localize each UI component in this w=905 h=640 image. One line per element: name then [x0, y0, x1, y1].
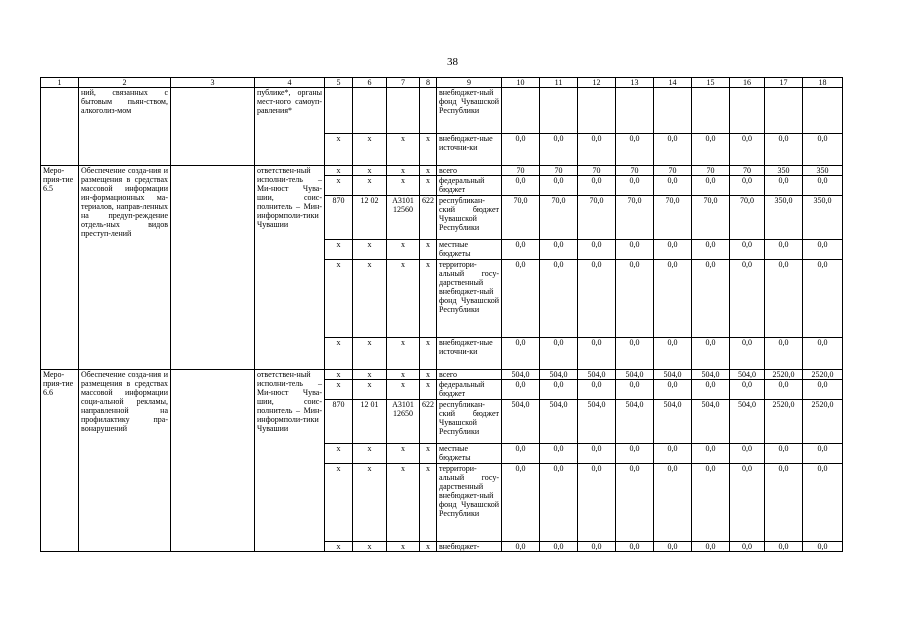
- column-header: 9: [437, 78, 502, 88]
- amount-value: 0,0: [502, 338, 540, 370]
- code-grbs: 870: [325, 400, 353, 444]
- code-target: x: [387, 542, 420, 552]
- column-header: 4: [255, 78, 325, 88]
- amount-value: 0,0: [654, 542, 692, 552]
- code-target: x: [387, 176, 420, 196]
- amount-value: 0,0: [654, 444, 692, 464]
- amount-value: 0,0: [803, 134, 843, 166]
- code-grbs: x: [325, 380, 353, 400]
- amount-value: 0,0: [502, 260, 540, 338]
- amount-value: 70: [578, 166, 616, 176]
- amount-value: 0,0: [730, 338, 765, 370]
- amount-value: 504,0: [730, 400, 765, 444]
- column-header: 6: [353, 78, 387, 88]
- amount-value: 70,0: [616, 196, 654, 240]
- funding-source: внебюджет-ные источни-ки: [437, 338, 502, 370]
- funding-source: всего: [437, 370, 502, 380]
- code-section: x: [353, 338, 387, 370]
- amount-value: 504,0: [616, 400, 654, 444]
- amount-value: 0,0: [654, 240, 692, 260]
- empty-cell: [171, 370, 255, 552]
- code-section: x: [353, 370, 387, 380]
- code-section: x: [353, 380, 387, 400]
- amount-value: 0,0: [540, 338, 578, 370]
- column-header: 12: [578, 78, 616, 88]
- amount-value: 70,0: [540, 196, 578, 240]
- amount-value: 0,0: [540, 260, 578, 338]
- code-target: x: [387, 370, 420, 380]
- amount-value: 0,0: [540, 444, 578, 464]
- amount-value: 0,0: [730, 134, 765, 166]
- amount-value: 0,0: [803, 176, 843, 196]
- amount-value: 0,0: [803, 464, 843, 542]
- amount-value: [730, 88, 765, 134]
- code-target: x: [387, 240, 420, 260]
- code-expense: x: [420, 240, 437, 260]
- column-header: 14: [654, 78, 692, 88]
- amount-value: 70,0: [654, 196, 692, 240]
- code-section: 12 02: [353, 196, 387, 240]
- amount-value: 0,0: [692, 444, 730, 464]
- measure-6-6-row: [41, 370, 843, 380]
- amount-value: 70,0: [502, 196, 540, 240]
- amount-value: 504,0: [616, 370, 654, 380]
- amount-value: 0,0: [616, 444, 654, 464]
- responsible-executor: ответствен-ный исполни-тель – Ми-нюст Чува-шии, соис-полнитель – Мин-информполи-тики Чувашии: [255, 166, 325, 370]
- column-header: 8: [420, 78, 437, 88]
- code-grbs: x: [325, 166, 353, 176]
- amount-value: 0,0: [692, 338, 730, 370]
- code-expense: x: [420, 338, 437, 370]
- amount-value: 504,0: [540, 400, 578, 444]
- code-expense: [420, 88, 437, 134]
- code-expense: x: [420, 260, 437, 338]
- code-target: x: [387, 260, 420, 338]
- amount-value: 0,0: [730, 464, 765, 542]
- responsible-executor: ответствен-ный исполни-тель – Ми-нюст Чува-шии, соис-полнитель – Мин-информполи-тики Чувашии: [255, 370, 325, 552]
- funding-source: территори-альный госу-дарственный внебюджет-ный фонд Чувашской Республики: [437, 260, 502, 338]
- amount-value: 0,0: [654, 338, 692, 370]
- amount-value: 504,0: [502, 370, 540, 380]
- amount-value: 0,0: [616, 134, 654, 166]
- code-section: x: [353, 542, 387, 552]
- empty-cell: [171, 88, 255, 166]
- amount-value: 0,0: [578, 338, 616, 370]
- measure-description: ний, связанных с бытовым пьян-ством, алкоголиз-мом: [79, 88, 171, 166]
- amount-value: 504,0: [578, 400, 616, 444]
- amount-value: 0,0: [730, 176, 765, 196]
- amount-value: [654, 88, 692, 134]
- code-expense: x: [420, 176, 437, 196]
- code-expense: 622: [420, 400, 437, 444]
- responsible-executor: публике*, органы мест-ного самоуп-равления*: [255, 88, 325, 166]
- amount-value: 0,0: [803, 444, 843, 464]
- code-grbs: x: [325, 240, 353, 260]
- amount-value: 0,0: [616, 464, 654, 542]
- column-header: 1: [41, 78, 79, 88]
- column-header: 17: [765, 78, 803, 88]
- amount-value: 0,0: [765, 464, 803, 542]
- code-grbs: x: [325, 542, 353, 552]
- amount-value: 2520,0: [765, 400, 803, 444]
- amount-value: 0,0: [765, 240, 803, 260]
- amount-value: 0,0: [654, 176, 692, 196]
- amount-value: 0,0: [578, 542, 616, 552]
- amount-value: 504,0: [692, 400, 730, 444]
- amount-value: 0,0: [730, 260, 765, 338]
- funding-source: территори-альный госу-дарственный внебюджет-ный фонд Чувашской Республики: [437, 464, 502, 542]
- column-header: 11: [540, 78, 578, 88]
- funding-source: федеральный бюджет: [437, 380, 502, 400]
- code-target: x: [387, 338, 420, 370]
- code-grbs: x: [325, 464, 353, 542]
- amount-value: 0,0: [765, 260, 803, 338]
- amount-value: [540, 88, 578, 134]
- amount-value: 0,0: [502, 176, 540, 196]
- code-expense: x: [420, 444, 437, 464]
- amount-value: 0,0: [616, 240, 654, 260]
- column-header: 13: [616, 78, 654, 88]
- funding-source: внебюджет-ные источни-ки: [437, 134, 502, 166]
- code-expense: x: [420, 134, 437, 166]
- code-target: x: [387, 464, 420, 542]
- page-number: 38: [447, 56, 458, 68]
- amount-value: 0,0: [765, 380, 803, 400]
- funding-source: федеральный бюджет: [437, 176, 502, 196]
- measure-id: Меро-прия-тие 6.5: [41, 166, 79, 370]
- measure-6-5-row: [41, 166, 843, 176]
- code-expense: x: [420, 380, 437, 400]
- code-section: x: [353, 166, 387, 176]
- code-grbs: x: [325, 370, 353, 380]
- code-section: x: [353, 176, 387, 196]
- amount-value: 2520,0: [803, 400, 843, 444]
- amount-value: 504,0: [540, 370, 578, 380]
- amount-value: 0,0: [765, 338, 803, 370]
- amount-value: 0,0: [803, 338, 843, 370]
- code-expense: x: [420, 542, 437, 552]
- amount-value: 0,0: [540, 134, 578, 166]
- funding-source: республикан-ский бюджет Чувашской Республики: [437, 400, 502, 444]
- amount-value: 70: [616, 166, 654, 176]
- amount-value: 0,0: [502, 464, 540, 542]
- empty-cell: [171, 166, 255, 370]
- amount-value: 504,0: [654, 370, 692, 380]
- column-header: 3: [171, 78, 255, 88]
- amount-value: 0,0: [502, 134, 540, 166]
- column-header: 2: [79, 78, 171, 88]
- amount-value: 0,0: [502, 380, 540, 400]
- amount-value: 0,0: [578, 464, 616, 542]
- column-header: 15: [692, 78, 730, 88]
- measure-id: Меро-прия-тие 6.6: [41, 370, 79, 552]
- code-section: x: [353, 260, 387, 338]
- code-grbs: x: [325, 260, 353, 338]
- amount-value: 0,0: [502, 542, 540, 552]
- amount-value: 0,0: [803, 260, 843, 338]
- amount-value: 350,0: [765, 196, 803, 240]
- amount-value: 0,0: [540, 542, 578, 552]
- amount-value: 70: [730, 166, 765, 176]
- amount-value: 0,0: [654, 260, 692, 338]
- amount-value: 350: [765, 166, 803, 176]
- column-header: 16: [730, 78, 765, 88]
- code-target: [387, 88, 420, 134]
- amount-value: 0,0: [616, 542, 654, 552]
- amount-value: 504,0: [692, 370, 730, 380]
- code-expense: x: [420, 464, 437, 542]
- amount-value: 0,0: [540, 240, 578, 260]
- funding-source: внебюджет-: [437, 542, 502, 552]
- code-section: [353, 88, 387, 134]
- header-row: [41, 78, 843, 88]
- amount-value: 0,0: [765, 134, 803, 166]
- amount-value: 70: [540, 166, 578, 176]
- code-section: x: [353, 444, 387, 464]
- amount-value: 0,0: [540, 380, 578, 400]
- code-section: x: [353, 240, 387, 260]
- amount-value: 0,0: [616, 176, 654, 196]
- column-header: 7: [387, 78, 420, 88]
- funding-source: республикан-ский бюджет Чувашской Республики: [437, 196, 502, 240]
- amount-value: 0,0: [654, 134, 692, 166]
- amount-value: 504,0: [578, 370, 616, 380]
- amount-value: 0,0: [803, 542, 843, 552]
- column-header: 18: [803, 78, 843, 88]
- amount-value: 0,0: [692, 380, 730, 400]
- amount-value: 0,0: [765, 542, 803, 552]
- amount-value: 70: [692, 166, 730, 176]
- amount-value: 70,0: [578, 196, 616, 240]
- amount-value: 0,0: [692, 464, 730, 542]
- amount-value: 0,0: [730, 542, 765, 552]
- code-target: x: [387, 444, 420, 464]
- code-target: x: [387, 134, 420, 166]
- amount-value: [692, 88, 730, 134]
- amount-value: 0,0: [765, 444, 803, 464]
- amount-value: 0,0: [692, 260, 730, 338]
- amount-value: 2520,0: [765, 370, 803, 380]
- measure-description: Обеспечение созда-ния и размещения в средствах массовой информации ин-формационных ма-териалов, направ-ленных на предуп-реждение отдель-ных видов преступ-лений: [79, 166, 171, 370]
- amount-value: 0,0: [616, 380, 654, 400]
- column-header: 10: [502, 78, 540, 88]
- amount-value: [765, 88, 803, 134]
- amount-value: [616, 88, 654, 134]
- amount-value: 0,0: [692, 240, 730, 260]
- amount-value: 70: [654, 166, 692, 176]
- code-section: 12 01: [353, 400, 387, 444]
- amount-value: [578, 88, 616, 134]
- code-expense: 622: [420, 196, 437, 240]
- amount-value: 0,0: [540, 176, 578, 196]
- amount-value: 70,0: [730, 196, 765, 240]
- funding-source: местные бюджеты: [437, 240, 502, 260]
- code-grbs: x: [325, 338, 353, 370]
- amount-value: 0,0: [578, 240, 616, 260]
- code-expense: x: [420, 166, 437, 176]
- code-grbs: 870: [325, 196, 353, 240]
- amount-value: 0,0: [578, 380, 616, 400]
- measure-description: Обеспечение созда-ния и размещения в средствах массовой информации соци-альной рекламы, направленной на профилактику пра-вонарушений: [79, 370, 171, 552]
- code-target: x: [387, 380, 420, 400]
- amount-value: 0,0: [578, 176, 616, 196]
- continuation-row: [41, 88, 843, 134]
- code-expense: x: [420, 370, 437, 380]
- code-section: x: [353, 464, 387, 542]
- code-target: x: [387, 166, 420, 176]
- amount-value: 0,0: [502, 240, 540, 260]
- amount-value: 0,0: [803, 240, 843, 260]
- amount-value: 0,0: [578, 260, 616, 338]
- amount-value: 350: [803, 166, 843, 176]
- code-section: x: [353, 134, 387, 166]
- amount-value: 0,0: [730, 380, 765, 400]
- code-grbs: x: [325, 134, 353, 166]
- amount-value: 0,0: [616, 260, 654, 338]
- amount-value: 0,0: [692, 134, 730, 166]
- financing-table: [40, 77, 843, 552]
- amount-value: 0,0: [730, 240, 765, 260]
- amount-value: 0,0: [765, 176, 803, 196]
- amount-value: 0,0: [616, 338, 654, 370]
- amount-value: 0,0: [502, 444, 540, 464]
- amount-value: 0,0: [654, 464, 692, 542]
- amount-value: 70: [502, 166, 540, 176]
- amount-value: 504,0: [502, 400, 540, 444]
- amount-value: 0,0: [692, 176, 730, 196]
- amount-value: 0,0: [654, 380, 692, 400]
- amount-value: 0,0: [578, 134, 616, 166]
- code-target: А3101 12560: [387, 196, 420, 240]
- funding-source: внебюджет-ный фонд Чувашской Республики: [437, 88, 502, 134]
- amount-value: 0,0: [803, 380, 843, 400]
- amount-value: 2520,0: [803, 370, 843, 380]
- amount-value: 0,0: [692, 542, 730, 552]
- code-grbs: x: [325, 176, 353, 196]
- amount-value: 504,0: [654, 400, 692, 444]
- amount-value: 350,0: [803, 196, 843, 240]
- code-target: А3101 12650: [387, 400, 420, 444]
- code-grbs: x: [325, 444, 353, 464]
- column-header: 5: [325, 78, 353, 88]
- funding-source: всего: [437, 166, 502, 176]
- amount-value: 0,0: [540, 464, 578, 542]
- amount-value: [803, 88, 843, 134]
- amount-value: 70,0: [692, 196, 730, 240]
- funding-source: местные бюджеты: [437, 444, 502, 464]
- amount-value: [502, 88, 540, 134]
- amount-value: 504,0: [730, 370, 765, 380]
- measure-id: [41, 88, 79, 166]
- amount-value: 0,0: [578, 444, 616, 464]
- code-grbs: [325, 88, 353, 134]
- amount-value: 0,0: [730, 444, 765, 464]
